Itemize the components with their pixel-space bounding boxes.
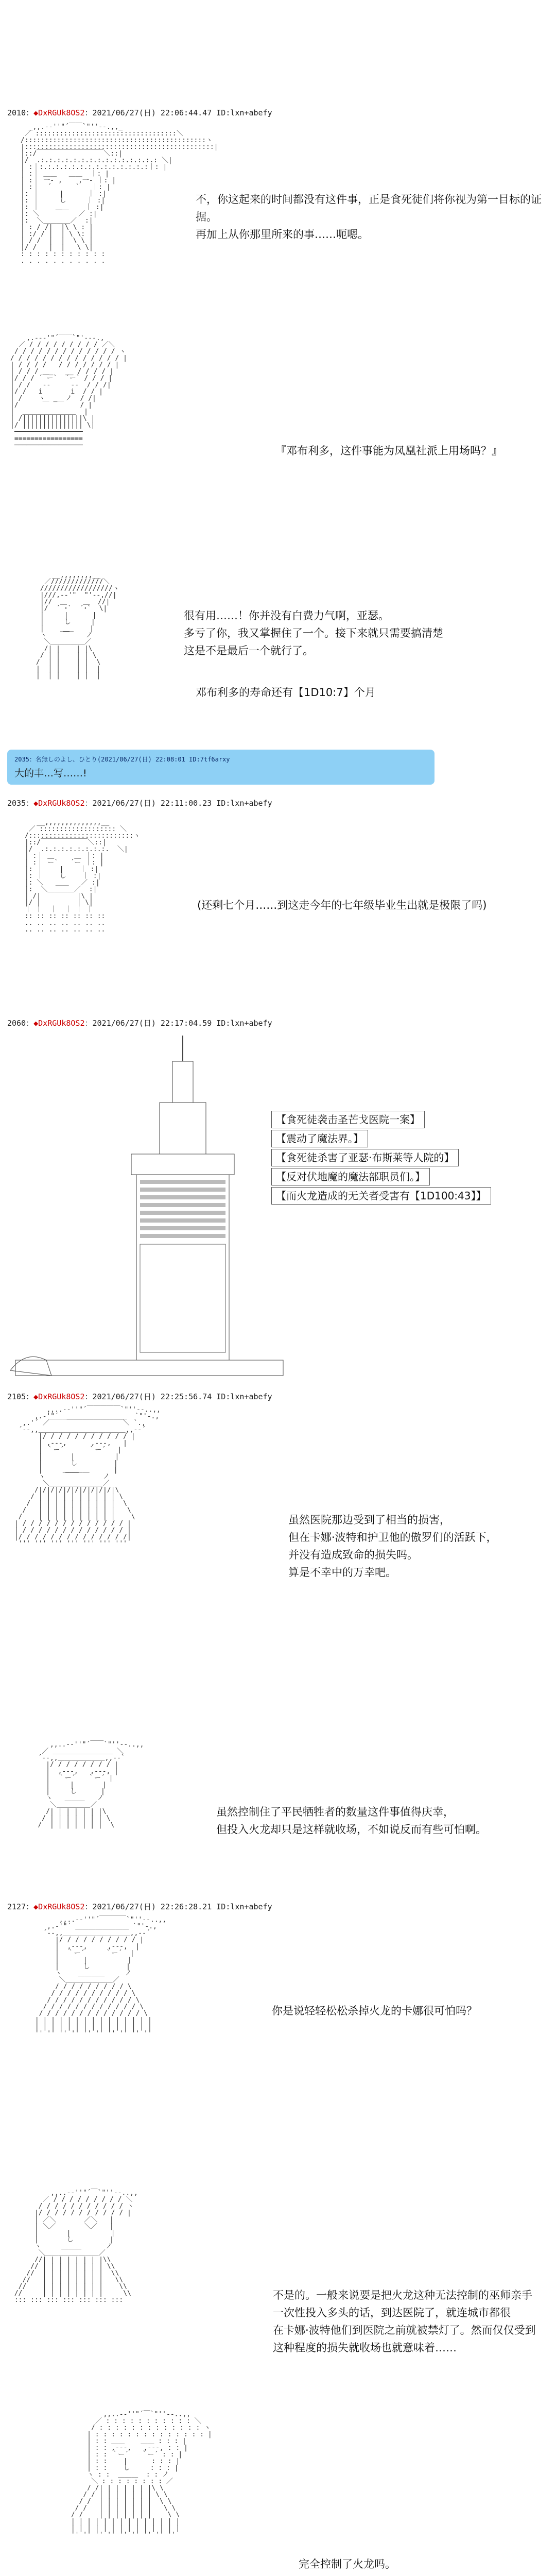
ascii-art-portrait: ,,..-‐''"´￣`"''‐-..,, ／ : : : : : : : : : : : ＼ / : : : : : : : : : : : : : ヽ | : : : : : : : : : : : : : : | | : : ＿＿ ＿＿ : : : | | : : ,-‐-, ,-‐-, : : | | : : ｀ー´ ｀ー´ : : | | : : | : : : | | : : し : : : | ヽ : : ＿＿＿ : : ノ ＼ : : : : : : : : ／ / /| | | | | | |\ \ / / | | | | | | | \ \ / / | | | | | | | \ \ / / | | | | | | | \ \ / / | | | | | | | \ \ | | | | | | | | | | | | | | | | | | | | | | | | | | | | '' '' '' '' '' '' '' '' '' (71, 2411, 212, 2539)
post-text: 不是的。一般来说要是把火龙这种无法控制的巫师亲手 一次性投入多头的话，到达医院了，就连城市都很 在卡娜·波特他们到医院之前就被禁灯了。然而仅仅受到 这种程度的损失就收场也就意味着…… (273, 2289, 536, 2354)
post-number: 2105 (7, 1392, 26, 1401)
reply-comment (7, 750, 435, 785)
post-text: (还剩七个月……到这走今年的七年级毕业生出就是极限了吗) (197, 899, 487, 911)
post-number: 2035 (7, 799, 26, 808)
poster-name[interactable]: ◆DxRGUk8OS2 (33, 799, 85, 808)
post-text: 『邓布利多，这件事能为凤凰社派上用场吗？』 (275, 445, 502, 457)
post-header: 2010：◆DxRGUk8OS2：2021/06/27(日) 22:06:44.47 ID:lxn+abefy (7, 108, 272, 117)
post-text: 虽然医院那边受到了相当的损害， 但在卡娜·波特和护卫他的傲罗们的活跃下， 并没有造成致命的损失吗。 算是不幸中的万幸吧。 (288, 1514, 497, 1579)
post-header: 2105：◆DxRGUk8OS2：2021/06/27(日) 22:25:56.74 ID:lxn+abefy (7, 1392, 272, 1401)
ascii-art-portrait: __,,,,,,,,,,,,,,__ ／ ::::::::::::::::::: ＼ /::::::::::::::::::::::::::ヽ |::/￣￣￣￣￣￣￣＼::| |/ .:.:.:.:.:.:.:.:. ＼| | :｜ ＿ ＿ ｜: | | :｜ ー` ´ー ｜: | |: ｜ | ｜ :| |: ｜ し ｜ :| |: ＼ ＿＿ ／ :| |: ＼＿＿＿＿／ :| | /| |\ | |/ | | \| ｜ ｜ ｜ ｜ ｜ ｜ :: :: :: :: :: :: :: .. .. .. .. .. .. .. .. .. .. .. .. .. .. (24, 819, 141, 934)
ascii-art-portrait: ,,..-‐''"´￣￣￣￣`"''‐-..,, ,.-'"´ ＿＿＿＿＿＿＿＿ `"'-., ´‐-,,＿＿＿＿＿＿＿＿＿＿,,-‐´ |/ / / / / / / / / / | | ,-‐-, ,-‐-, | | ｀ー´ ｀ー´ | | | | | し | ヽ ＿＿＿＿ ノ ＼＿＿＿＿＿＿＿／ / / / / / / / / / \ / / / / / / / / / / \ / / / / / / / / / / / \ / / / / / / / / / / / / \ / / / / / / / / / / / / / \ | | | | | | | | | | | | | | | | | | | | | | | | | | | | | | '' '' '' '' '' '' '' '' '' '' (34, 1916, 167, 2038)
post-number: 2127 (7, 1902, 26, 1911)
ascii-art-portrait: ,,..-‐''"´￣`"''‐-..,, ／ / / / / / / / / / ＼ / / / / / / / / / / / ヽ |/ / / / / / / / / / / | | ／＼ ／＼ | | ＼／ ＼／ | | | | | し | ヽ ＿＿＿ ノ ＼＿＿＿＿＿＿＿＿／ //| | | | | | | |\\ // | | | | | | | | \\ // | | | | | | | | \\ // | | | | | | | | \\ // | | | | | | | | \\ // | | | | | | | | \\ ::: ::: ::: ::: ::: ::: ::: (14, 2189, 138, 2304)
post-header: 2060：◆DxRGUk8OS2：2021/06/27(日) 22:17:04.59 ID:lxn+abefy (7, 1019, 272, 1028)
reply-message: 大的丰…写……! (14, 768, 87, 779)
post-date: 2021/06/27(日) 22:25:56.74 ID:lxn+abefy (92, 1392, 272, 1401)
post-date: 2021/06/27(日) 22:26:28.21 ID:lxn+abefy (92, 1902, 272, 1911)
ascii-art-portrait: ,,..-‐''"´￣￣￣￣￣`"''‐-..,, ,.-'"´ ＿＿＿＿＿＿＿＿＿ `"'-., ,.'´ ／￣￣￣￣￣￣￣￣￣￣￣＼ `., ´‐-,,＿＿＿＿＿＿＿＿＿＿＿＿＿,,-‐´ |/ / / / / / / / / / / | | ,-‐-, ,-‐-, | | ｀ー´ ｀ー´ | | | | | し | | ＿＿＿＿ | ヽ ￣￣ ノ ＼＿＿＿＿＿＿＿＿／ /|/|/|/|/|/|/|/|/|/|\ / | | | | | | | | | | \ / | | | | | | | | | | \ / | | | | | | | | | | \ / | | | | | | | | | | \ | / / / / / / / / / / / / / | | / / / / / / / / / / / / / | |/ / / / / / / / / / / / / /| ''' ''' ''' ''' ''' ''' ''' (14, 1406, 161, 1548)
poster-name[interactable]: ◆DxRGUk8OS2 (33, 108, 85, 117)
post-text: 不，你这起来的时间都没有这件事，正是食死徒们将你视为第一目标的证据。 再加上从你那里所来的事……呃嗯。 (196, 193, 542, 241)
post-text: 完全控制了火龙吗。 (299, 2558, 396, 2570)
ascii-art-portrait: __,,,,,,,,__ ／/////////////＼ //////////////////ヽ |///,-‐'" "'‐-,//| |// ＿ ＿ //| |/ ´ ･` ´･` \| | | | | し | | ＿＿ | ヽ ￣ ノ ＼＿＿＿＿＿／ /| | | |\ / | | | | \ / | | | | \ | | | | | | | | | | | | (36, 571, 119, 680)
ascii-art-portrait: ,.--‐'"´￣￣`"'‐--., ／ / / / / / / / / / ／＼ / / / / / / / / / / / / / ヽ / / / / / / / / / / / / / / | | / / / / / / / / / / / | | / / / ＿_ __ / / / / | |/ / / ´ ー` ´ー` / / / | | / / -‐ ‐- / / /| |/ / i i / / | | / ヽ _ ノ / /| |/ ￣ ￣ / | | ＿＿＿＿＿＿＿＿ | | /|||||||||||||||\ | |/ ||||||||||||||| \| ───────────────── ≡≡≡≡≡≡≡≡≡≡≡≡≡≡≡≡≡ ───────────────── (10, 334, 127, 449)
post-text: 很有用……！你并没有白费力气啊，亚瑟。 多亏了你，我又掌握住了一个。接下来就只需要搞清楚 这是不是最后一个就行了。 (184, 609, 443, 657)
event-line: 【而火龙造成的无关者受害有【1D100:43】】 (271, 1187, 491, 1205)
post-date: 2021/06/27(日) 22:11:00.23 ID:lxn+abefy (92, 799, 272, 808)
dice-result-text: 邓布利多的寿命还有【1D10:7】个月 (196, 686, 376, 699)
post-date: 2021/06/27(日) 22:17:04.59 ID:lxn+abefy (92, 1019, 272, 1028)
post-text: 虽然控制住了平民牺牲者的数量这件事值得庆幸， 但投入火龙却只是这样就收场，不如说反而有些可怕啊。 (216, 1806, 486, 1836)
reply-meta: 2035：名無しのよし、ひとり(2021/06/27(日) 22:08:01 ID:7tf6arxy (14, 756, 230, 763)
ascii-art-portrait: ,,..-‐''"´￣￣`"''‐-..,, ／ ＿＿＿＿＿＿＿＿＿ ＼ ´‐-,,＿＿＿＿＿＿＿,,-‐` |/ / / / / / / / | | ,-‐-, ,-‐-, | | ｀ー´ ｀ー´ | | | | | し | ヽ ＿＿＿ ノ ＼＿＿＿＿＿／ /| | | | | | |\ / | | | | | | | \ / | | | | | | | \ (38, 1741, 144, 1829)
post-number: 2010 (7, 108, 26, 117)
event-line: 【反对伏地魔的魔法部职员们。】 (271, 1168, 430, 1185)
post-text: 你是说轻轻松松杀掉火龙的卡娜很可怕吗？ (272, 2005, 477, 2017)
post-number: 2060 (7, 1019, 26, 1028)
poster-name[interactable]: ◆DxRGUk8OS2 (33, 1902, 85, 1911)
post-header: 2035：◆DxRGUk8OS2：2021/06/27(日) 22:11:00.23 ID:lxn+abefy (7, 799, 272, 808)
event-line: 【食死徒杀害了亚瑟·布斯莱等人院的】 (271, 1149, 459, 1166)
poster-name[interactable]: ◆DxRGUk8OS2 (33, 1392, 85, 1401)
ascii-art-portrait: _,,.-‐''"´￣￣`"''‐-.,,_ ／ :::::::::::::::::::::::::::::::::::＼ /:::::::::::::::::::::::::::::::::::::::::::::ヽ |:::::::::::::::::::::::::::::::::::::::::::::::| |::/￣￣￣￣￣￣￣￣￣￣＼::| |/ .:.:.:.:.:.:.:.:.:.:.:.:.:.:.: ＼| | :｜:.:.:.:.:.:.:.:.:.:.:.:.:.:｜: | | :｜ ＿＿ ＿＿ ｜: | | :｜ 一‐ , ,一‐ ｜: | | :｜ ´ ` ｜: | |: ｜ | ｜ :| |: ｜ し ｜ :| |: ｜ ＿＿ ｜ :| |: ＼ ￣ ／ :| |: ＼＿＿＿＿／ :| | : / /| |\ \ : | | :/ / | | \ \: | | / / | | \ \ | |/ / | | \ \| : : : : : : : : : : : . . . . . . . . . . . (21, 123, 218, 265)
post-header: 2127：◆DxRGUk8OS2：2021/06/27(日) 22:26:28.21 ID:lxn+abefy (7, 1902, 272, 1911)
event-line: 【震动了魔法界。】 (271, 1130, 368, 1147)
building-illustration (5, 1030, 293, 1381)
post-date: 2021/06/27(日) 22:06:44.47 ID:lxn+abefy (92, 108, 272, 117)
poster-name[interactable]: ◆DxRGUk8OS2 (33, 1019, 85, 1028)
event-line: 【食死徒袭击圣芒戈医院一案】 (271, 1111, 425, 1128)
